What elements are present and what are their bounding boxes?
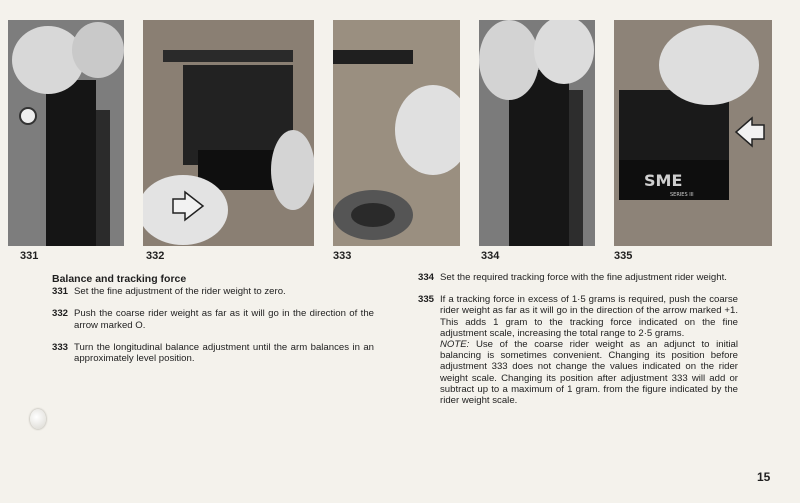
photo-335: [614, 20, 772, 246]
figure-number-332: 332: [146, 250, 165, 262]
figure-number-333: 333: [333, 250, 352, 262]
step-335: [418, 294, 738, 406]
note-label: NOTE:: [440, 339, 470, 351]
step-number: 335: [418, 294, 435, 306]
photo-332: [143, 20, 314, 246]
binder-hole: [30, 409, 46, 429]
step-text: If a tracking force in excess of 1·5 grams is required, push the coarse rider weight as far as it will go in the direction of the arrow marked +1. This adds 1 gram to the tracking force indicated on the fine adjustment scale, increasing the total range to 2·5 grams.: [440, 294, 738, 339]
step-text: Set the fine adjustment of the rider weight to zero.: [74, 286, 286, 298]
note-text: Use of the coarse rider weight as an adjunct to initial balancing is sometimes convenient. Changing its position before adjustment 333 does not change the values indicated on the rider weight scale. Changing its position after adjustment 333 will add or subtract up to a maximum of 1 gram. from the figure indicated by the rider weight scale.: [440, 339, 738, 407]
step-334: [418, 272, 738, 283]
note-paragraph: [440, 339, 738, 406]
right-text-column: [418, 272, 738, 406]
sme-logo: SME: [644, 171, 683, 190]
step-number: 334: [418, 272, 435, 283]
figure-number-335: 335: [614, 250, 633, 262]
photo-331: [8, 20, 124, 246]
section-heading: Balance and tracking force: [52, 273, 187, 285]
figure-number-331: 331: [20, 250, 39, 262]
step-text: Set the required tracking force with the fine adjustment rider weight.: [440, 272, 727, 283]
figure-number-334: 334: [481, 250, 500, 262]
page-number: 15: [757, 470, 771, 484]
left-text-column: [52, 274, 374, 364]
step-number: 331: [52, 286, 69, 298]
step-text: Turn the longitudinal balance adjustment until the arm balances in an approximately level position.: [74, 341, 374, 365]
step-number: 333: [52, 341, 69, 353]
step-333: [52, 342, 374, 364]
step-number: 332: [52, 308, 69, 320]
step-332: [52, 308, 374, 330]
step-text: Push the coarse rider weight as far as it will go in the direction of the arrow marked O.: [74, 308, 374, 331]
photo-333: [333, 20, 460, 246]
photo-334: [479, 20, 595, 246]
sme-series-label: SERIES III: [670, 192, 694, 198]
step-331: [52, 286, 374, 297]
